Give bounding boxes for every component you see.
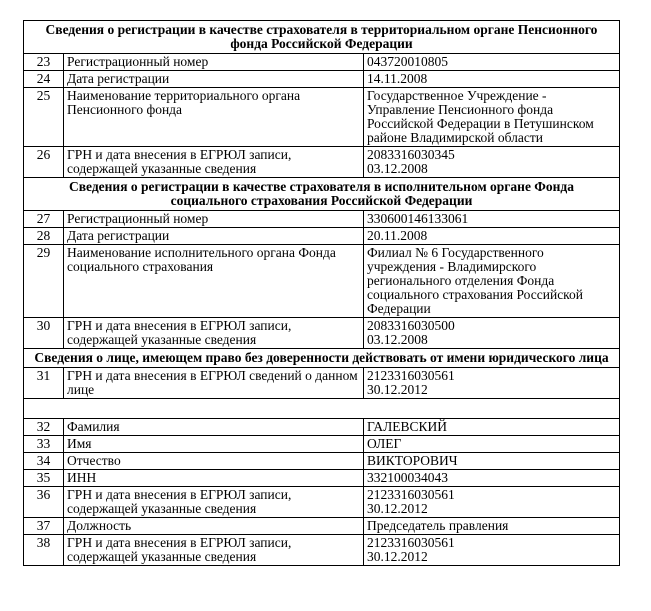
row-value: 043720010805 bbox=[364, 54, 620, 71]
row-label: Регистрационный номер bbox=[64, 211, 364, 228]
row-number: 34 bbox=[24, 453, 64, 470]
row-number: 25 bbox=[24, 88, 64, 147]
row-label: ГРН и дата внесения в ЕГРЮЛ записи, содержащей указанные сведения bbox=[64, 535, 364, 566]
row-value: ВИКТОРОВИЧ bbox=[364, 453, 620, 470]
row-number: 28 bbox=[24, 228, 64, 245]
row-label: Фамилия bbox=[64, 419, 364, 436]
section-header-row bbox=[24, 178, 620, 211]
row-value: 20.11.2008 bbox=[364, 228, 620, 245]
row-number: 36 bbox=[24, 487, 64, 518]
section-header-social-insurance: Сведения о регистрации в качестве страхователя в исполнительном органе Фонда социального страхования Российской Федерации bbox=[24, 178, 620, 211]
row-value: 2083316030345 03.12.2008 bbox=[364, 147, 620, 178]
table-row bbox=[24, 487, 620, 518]
section-header-row bbox=[24, 349, 620, 368]
row-label: Должность bbox=[64, 518, 364, 535]
row-label: Дата регистрации bbox=[64, 71, 364, 88]
table-row bbox=[24, 453, 620, 470]
row-value: 332100034043 bbox=[364, 470, 620, 487]
row-label: Наименование территориального органа Пенсионного фонда bbox=[64, 88, 364, 147]
egrul-table bbox=[23, 20, 620, 566]
blank-row bbox=[24, 399, 620, 419]
section-header-pension-fund: Сведения о регистрации в качестве страхователя в территориальном органе Пенсионного фонда Российской Федерации bbox=[24, 21, 620, 54]
table-row bbox=[24, 88, 620, 147]
row-value: 2123316030561 30.12.2012 bbox=[364, 368, 620, 399]
row-label: Регистрационный номер bbox=[64, 54, 364, 71]
table-row bbox=[24, 211, 620, 228]
table-row bbox=[24, 245, 620, 318]
table-row bbox=[24, 518, 620, 535]
row-number: 30 bbox=[24, 318, 64, 349]
row-number: 37 bbox=[24, 518, 64, 535]
row-value: Председатель правления bbox=[364, 518, 620, 535]
blank-cell bbox=[24, 399, 620, 419]
row-label: ГРН и дата внесения в ЕГРЮЛ записи, содержащей указанные сведения bbox=[64, 147, 364, 178]
row-label: ГРН и дата внесения в ЕГРЮЛ записи, содержащей указанные сведения bbox=[64, 487, 364, 518]
egrul-extract-sheet bbox=[23, 20, 619, 566]
table-row bbox=[24, 470, 620, 487]
row-label: Наименование исполнительного органа Фонда социального страхования bbox=[64, 245, 364, 318]
section-header-row bbox=[24, 21, 620, 54]
row-value: 2123316030561 30.12.2012 bbox=[364, 535, 620, 566]
table-row bbox=[24, 71, 620, 88]
row-number: 33 bbox=[24, 436, 64, 453]
row-number: 27 bbox=[24, 211, 64, 228]
section-header-authorized-person: Сведения о лице, имеющем право без доверенности действовать от имени юридического лица bbox=[24, 349, 620, 368]
row-value: 14.11.2008 bbox=[364, 71, 620, 88]
row-value: 330600146133061 bbox=[364, 211, 620, 228]
row-value: ГАЛЕВСКИЙ bbox=[364, 419, 620, 436]
table-row bbox=[24, 54, 620, 71]
row-label: Имя bbox=[64, 436, 364, 453]
table-row bbox=[24, 147, 620, 178]
row-value: Государственное Учреждение - Управление Пенсионного фонда Российской Федерации в Петушинском районе Владимирской области bbox=[364, 88, 620, 147]
row-label: ИНН bbox=[64, 470, 364, 487]
row-number: 31 bbox=[24, 368, 64, 399]
row-value: 2123316030561 30.12.2012 bbox=[364, 487, 620, 518]
row-number: 38 bbox=[24, 535, 64, 566]
row-label: ГРН и дата внесения в ЕГРЮЛ записи, содержащей указанные сведения bbox=[64, 318, 364, 349]
row-number: 23 bbox=[24, 54, 64, 71]
row-label: Дата регистрации bbox=[64, 228, 364, 245]
row-number: 24 bbox=[24, 71, 64, 88]
table-row bbox=[24, 535, 620, 566]
row-label: Отчество bbox=[64, 453, 364, 470]
row-value: Филиал № 6 Государственного учреждения - Владимирского регионального отделения Фонда социального страхования Российской Федерации bbox=[364, 245, 620, 318]
row-value: ОЛЕГ bbox=[364, 436, 620, 453]
row-number: 35 bbox=[24, 470, 64, 487]
table-row bbox=[24, 318, 620, 349]
table-row bbox=[24, 419, 620, 436]
row-number: 29 bbox=[24, 245, 64, 318]
table-row bbox=[24, 436, 620, 453]
table-row bbox=[24, 228, 620, 245]
row-number: 32 bbox=[24, 419, 64, 436]
row-value: 2083316030500 03.12.2008 bbox=[364, 318, 620, 349]
table-row bbox=[24, 368, 620, 399]
row-label: ГРН и дата внесения в ЕГРЮЛ сведений о данном лице bbox=[64, 368, 364, 399]
row-number: 26 bbox=[24, 147, 64, 178]
